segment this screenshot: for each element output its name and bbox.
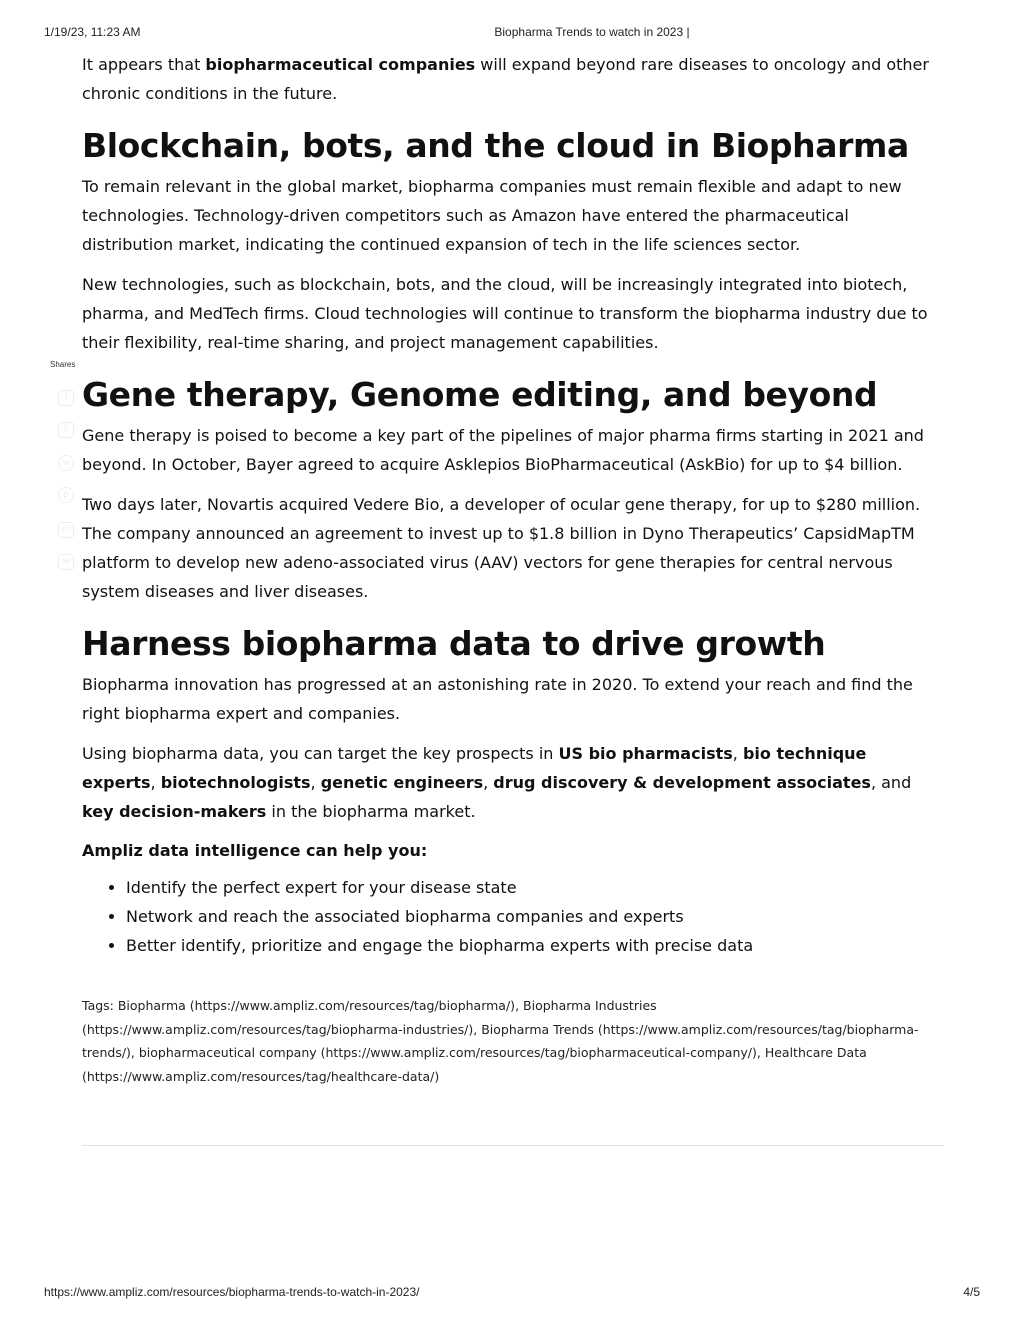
benefits-list xyxy=(82,873,944,960)
section2-paragraph-1: Gene therapy is poised to become a key part of the pipelines of major pharma firms starting in 2021 and beyond. In October, Bayer agreed to acquire Asklepios BioPharmaceutical (AskBio) for up to $4 billion. xyxy=(82,426,924,474)
section3-paragraph-1: Biopharma innovation has progressed at an astonishing rate in 2020. To extend your reach and find the right biopharma expert and companies. xyxy=(82,675,913,723)
list-item: • Network and reach the associated biopharma companies and experts xyxy=(126,902,944,931)
facebook-icon[interactable]: f xyxy=(58,390,74,406)
intro-bold-link[interactable]: biopharmaceutical companies xyxy=(205,55,476,74)
link-us-bio-pharmacists[interactable]: US bio pharmacists xyxy=(558,744,733,763)
p2-sep: , xyxy=(483,773,494,792)
link-key-decision-makers[interactable]: key decision-makers xyxy=(82,802,267,821)
tag-link[interactable]: Biopharma Trends (https://www.ampliz.com/resources/tag/biopharma-trends/) xyxy=(82,1021,919,1060)
link-bio-technique-experts[interactable]: bio technique experts xyxy=(82,744,867,792)
link-biotechnologists[interactable]: biotechnologists xyxy=(160,773,311,792)
article-body xyxy=(82,50,944,1146)
section1-paragraph-2: New technologies, such as blockchain, bots, and the cloud, will be increasingly integrated into biotech, pharma, and MedTech firms. Cloud technologies will continue to transform the biopharma industry due to their flexibility, real-time sharing, and project management capabilities. xyxy=(82,275,928,352)
p2-sep: , xyxy=(150,773,161,792)
linkedin-icon[interactable]: in xyxy=(58,522,74,538)
ampliz-lead: Ampliz data intelligence can help you: xyxy=(82,841,428,860)
section1-paragraph-1: To remain relevant in the global market, biopharma companies must remain flexible and adapt to new technologies. Technology-driven competitors such as Amazon have entered the pharmaceutical distribution market, indicating the continued expansion of tech in the life sciences sector. xyxy=(82,177,902,254)
tag-link[interactable]: Biopharma (https://www.ampliz.com/resources/tag/biopharma/) xyxy=(117,998,516,1013)
intro-text-end: will expand beyond rare diseases to oncology and other chronic conditions in the future. xyxy=(82,55,929,103)
print-header xyxy=(0,25,1024,41)
page-number: 4/5 xyxy=(963,1285,980,1299)
section2-paragraph-2: Two days later, Novartis acquired Vedere Bio, a developer of ocular gene therapy, for up to $280 million. The company announced an agreement to invest up to $1.8 billion in Dyno Therapeutics’ CapsidMapTM platform to develop new adeno-associated virus (AAV) vectors for gene therapies for central nervous system diseases and liver diseases. xyxy=(82,495,921,601)
link-drug-discovery-associates[interactable]: drug discovery & development associates xyxy=(493,773,871,792)
p2-text-end: in the biopharma market. xyxy=(266,802,476,821)
tag-sep: , xyxy=(473,1021,482,1037)
section-heading-blockchain: Blockchain, bots, and the cloud in Biopharma xyxy=(82,126,909,165)
print-title: Biopharma Trends to watch in 2023 | xyxy=(494,25,690,39)
p2-sep: , xyxy=(732,744,743,763)
pinterest-icon[interactable]: p xyxy=(58,487,74,503)
divider xyxy=(82,1145,944,1146)
list-item: • Better identify, prioritize and engage the biopharma experts with precise data xyxy=(126,931,944,960)
tags-line xyxy=(82,994,944,1088)
intro-text: It appears that xyxy=(82,55,206,74)
link-genetic-engineers[interactable]: genetic engineers xyxy=(320,773,484,792)
print-url: https://www.ampliz.com/resources/biopharma-trends-to-watch-in-2023/ xyxy=(44,1285,420,1299)
tag-link[interactable]: Healthcare Data (https://www.ampliz.com/resources/tag/healthcare-data/) xyxy=(82,1045,867,1084)
tags-label: Tags: xyxy=(82,998,118,1013)
tag-sep: , xyxy=(130,1045,139,1060)
share-rail xyxy=(50,360,80,567)
share-label: Shares xyxy=(50,360,76,369)
tag-sep: , xyxy=(756,1045,765,1060)
section3-paragraph-2 xyxy=(82,739,944,826)
tag-link[interactable]: biopharmaceutical company (https://www.ampliz.com/resources/tag/biopharmaceutical-company/) xyxy=(138,1045,757,1060)
p2-text: Using biopharma data, you can target the key prospects in xyxy=(82,744,559,763)
tag-link[interactable]: Biopharma Industries (https://www.ampliz.com/resources/tag/biopharma-industries/) xyxy=(82,998,657,1037)
print-footer xyxy=(0,1285,1024,1301)
section-heading-biopharma-data: Harness biopharma data to drive growth xyxy=(82,624,826,663)
p2-sep: , and xyxy=(870,773,912,792)
section-heading-gene-therapy: Gene therapy, Genome editing, and beyond xyxy=(82,375,878,414)
intro-paragraph xyxy=(82,50,944,108)
email-icon[interactable]: ✉ xyxy=(58,554,74,570)
whatsapp-icon[interactable]: w xyxy=(58,455,74,471)
twitter-icon[interactable]: t xyxy=(58,422,74,438)
tag-sep: , xyxy=(515,998,524,1013)
print-datetime: 1/19/23, 11:23 AM xyxy=(44,25,141,39)
p2-sep: , xyxy=(310,773,321,792)
list-item: • Identify the perfect expert for your disease state xyxy=(126,873,944,902)
